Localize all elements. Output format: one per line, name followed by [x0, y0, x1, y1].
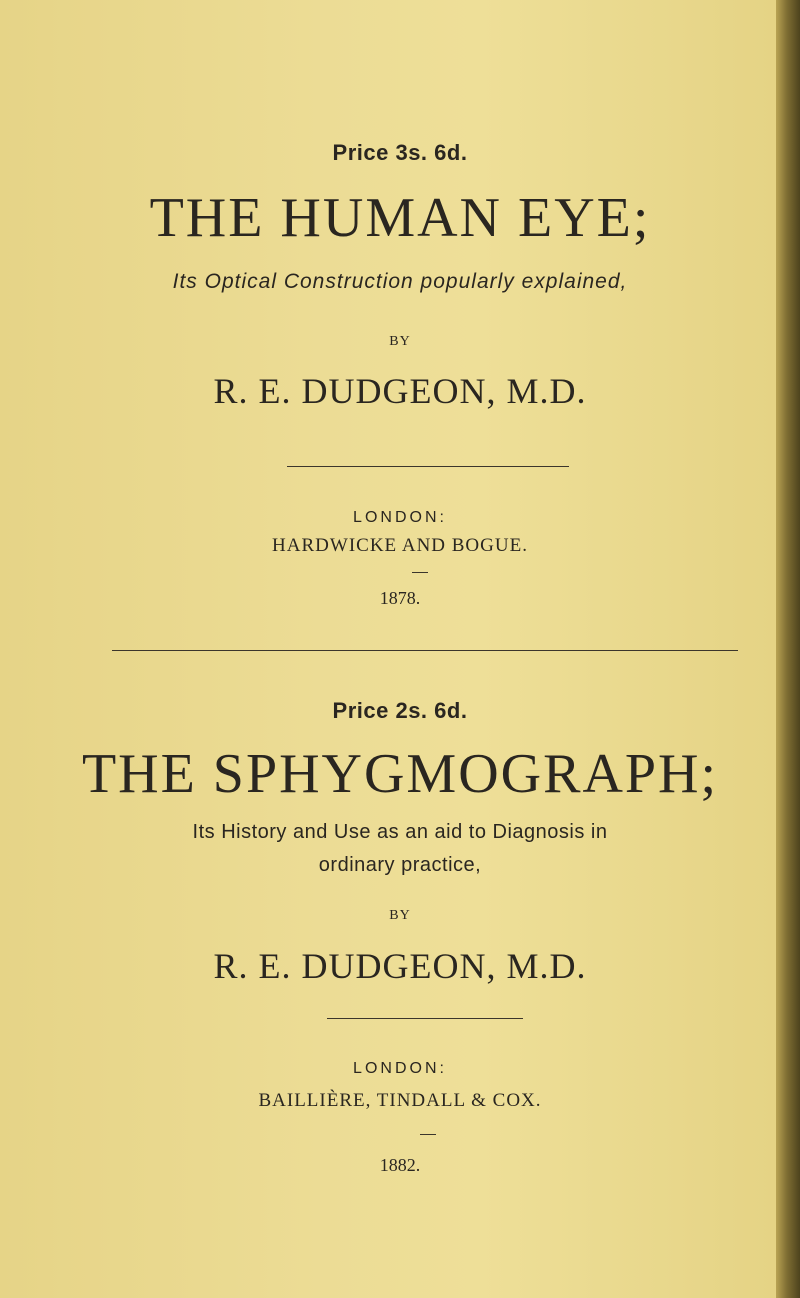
ad2-price: Price 2s. 6d.: [332, 698, 468, 723]
ad1-dash: [412, 572, 428, 573]
ad2-desc-line1: Its History and Use as an aid to Diagnosis in: [192, 821, 608, 843]
ad1-by: BY: [389, 334, 411, 349]
ad2-city: LONDON:: [353, 1060, 447, 1077]
ad2-desc-line2: ordinary practice,: [318, 854, 482, 876]
ad1-author: R. E. DUDGEON, M.D.: [213, 371, 587, 411]
ad1-publisher: HARDWICKE AND BOGUE.: [272, 535, 528, 556]
ad2-rule: [327, 1018, 523, 1019]
section-divider: [112, 650, 738, 651]
ad1-rule: [287, 466, 569, 467]
ad2-author: R. E. DUDGEON, M.D.: [213, 946, 587, 986]
ad2-year: 1882.: [379, 1155, 421, 1175]
ad1-price: Price 3s. 6d.: [332, 140, 468, 165]
ad1-subtitle: Its Optical Construction popularly explained,: [172, 270, 628, 293]
ad2-title: THE SPHYGMOGRAPH;: [81, 743, 719, 805]
ad1-year: 1878.: [379, 588, 421, 608]
book-edge: [776, 0, 800, 1298]
ad1-title: THE HUMAN EYE;: [149, 187, 651, 249]
ad2-by: BY: [389, 908, 411, 923]
ad2-dash: [420, 1134, 436, 1135]
ad2-publisher: BAILLIÈRE, TINDALL & COX.: [258, 1090, 542, 1111]
ad1-city: LONDON:: [353, 509, 447, 526]
